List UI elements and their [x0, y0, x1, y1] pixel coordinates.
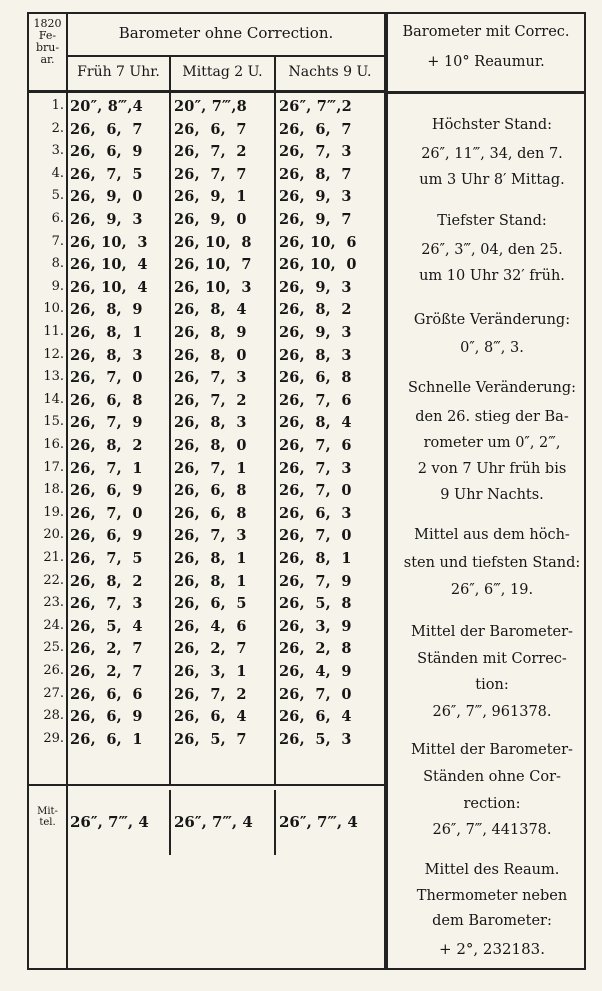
- row-day: 15.: [43, 414, 64, 430]
- column-header-nachts: Nachts 9 U.: [288, 64, 372, 80]
- row-frueh-value: 26, 8, 1: [70, 324, 143, 341]
- row-nachts-value: 26, 3, 9: [279, 617, 352, 635]
- row-nachts-value: 26, 9, 3: [279, 188, 352, 206]
- row-nachts-value: 26, 7, 3: [279, 143, 352, 161]
- mean-label: [29, 806, 66, 828]
- row-frueh-value: 26, 8, 3: [70, 346, 143, 364]
- row-nachts-value: 26, 7, 6: [279, 391, 352, 409]
- row-mittag-value: 26, 9, 0: [174, 211, 247, 228]
- column-header-frueh: Früh 7 Uhr.: [77, 64, 160, 80]
- row-mittag-value: 26, 7, 3: [174, 369, 247, 387]
- outer-border-bottom: [27, 968, 586, 970]
- column-header-mittag: Mittag 2 U.: [182, 64, 263, 80]
- right-title-line1: Barometer mit Correc.: [402, 24, 570, 40]
- row-frueh-value: 26, 6, 6: [70, 685, 143, 703]
- row-frueh-value: 26, 8, 9: [70, 301, 143, 319]
- thermometer-line2: Thermometer neben: [416, 888, 568, 904]
- row-day: 1.: [51, 98, 64, 113]
- row-day: 23.: [43, 595, 64, 611]
- row-frueh-value: 26, 9, 3: [70, 211, 143, 228]
- mittel-ohne-correction-line2: Ständen ohne Cor-: [423, 769, 561, 785]
- row-mittag-value: 26, 3, 1: [174, 663, 247, 680]
- row-mittag-value: 26, 7, 2: [174, 685, 247, 703]
- row-mittag-value: 26, 7, 2: [174, 391, 247, 409]
- row-mittag-value: 26, 10, 3: [174, 278, 252, 296]
- row-mittag-value: 26, 6, 8: [174, 482, 247, 500]
- row-frueh-value: 26, 7, 5: [70, 550, 143, 567]
- row-frueh-value: 26, 6, 9: [70, 143, 143, 161]
- mittel-ohne-correction-line1: Mittel der Barometer-: [411, 742, 573, 758]
- row-day: 21.: [43, 550, 64, 565]
- row-frueh-value: 26, 10, 3: [70, 233, 148, 251]
- schnelle-line4: 9 Uhr Nachts.: [440, 487, 544, 503]
- row-nachts-value: 26, 9, 3: [279, 278, 352, 296]
- schnelle-title: Schnelle Veränderung:: [407, 380, 577, 396]
- row-nachts-value: 26, 8, 3: [279, 346, 352, 364]
- row-frueh-value: 20″, 8‴,4: [70, 98, 143, 115]
- mittel-ohne-correction-line3: rection:: [463, 796, 521, 812]
- outer-border-top: [27, 12, 586, 14]
- mittel-hoechst-tiefst-line1: Mittel aus dem höch-: [414, 527, 570, 543]
- row-mittag-value: 26, 5, 7: [174, 730, 247, 748]
- row-day: 19.: [43, 504, 64, 520]
- mean-label-part1: Mit-: [37, 806, 58, 817]
- row-day: 25.: [43, 640, 64, 656]
- mittel-hoechst-tiefst-line2: sten und tiefsten Stand:: [403, 555, 581, 571]
- groesste-title: Größte Veränderung:: [413, 312, 571, 328]
- tiefster-line1: 26″, 3‴, 04, den 25.: [421, 242, 563, 258]
- row-day: 22.: [43, 572, 64, 588]
- mean-col-divider-nachts: [274, 790, 276, 855]
- mean-label-part2: tel.: [39, 817, 56, 828]
- row-day: 17.: [43, 459, 64, 475]
- row-mittag-value: 26, 7, 3: [174, 527, 247, 545]
- row-mittag-value: 26, 7, 2: [174, 143, 247, 161]
- row-nachts-value: 26, 8, 2: [279, 301, 352, 319]
- row-frueh-value: 26, 7, 9: [70, 414, 143, 432]
- row-frueh-value: 26, 8, 2: [70, 572, 143, 590]
- row-nachts-value: 26, 8, 4: [279, 414, 352, 432]
- month-label-year: 1820: [33, 17, 62, 30]
- row-frueh-value: 26, 2, 7: [70, 640, 143, 658]
- mean-col-divider-mittag: [169, 790, 171, 855]
- row-nachts-value: 26, 5, 8: [279, 595, 352, 613]
- thermometer-value: + 2°, 232183.: [439, 940, 545, 958]
- row-mittag-value: 26, 8, 4: [174, 301, 247, 319]
- row-nachts-value: 26, 10, 0: [279, 256, 357, 274]
- mean-frueh: 26″, 7‴, 4: [70, 813, 149, 831]
- row-frueh-value: 26, 10, 4: [70, 256, 148, 274]
- row-day: 28.: [43, 708, 64, 724]
- row-mittag-value: 26, 8, 3: [174, 414, 247, 432]
- tiefster-title: Tiefster Stand:: [437, 213, 547, 229]
- row-day: 13.: [43, 369, 64, 385]
- row-mittag-value: 26, 8, 9: [174, 324, 247, 341]
- row-nachts-value: 26, 10, 6: [279, 233, 357, 251]
- row-day: 29.: [43, 730, 64, 746]
- main-title-underline: [66, 55, 384, 57]
- row-mittag-value: 26, 6, 5: [174, 595, 247, 613]
- row-day: 7.: [51, 233, 64, 249]
- row-nachts-value: 26, 9, 3: [279, 324, 352, 341]
- row-frueh-value: 26, 2, 7: [70, 663, 143, 680]
- row-frueh-value: 26, 8, 2: [70, 437, 143, 454]
- thermometer-line1: Mittel des Reaum.: [424, 862, 560, 878]
- row-mittag-value: 26, 8, 0: [174, 437, 247, 454]
- right-header-underline: [388, 91, 584, 94]
- row-day: 8.: [51, 256, 64, 272]
- main-title: Barometer ohne Correction.: [118, 24, 334, 42]
- mittel-mit-correction-value: 26″, 7‴, 961378.: [432, 704, 552, 720]
- row-mittag-value: 26, 7, 7: [174, 165, 247, 183]
- row-nachts-value: 26, 5, 3: [279, 730, 352, 748]
- row-mittag-value: 26, 2, 7: [174, 640, 247, 658]
- row-day: 10.: [43, 301, 64, 317]
- row-nachts-value: 26″, 7‴,2: [279, 98, 352, 115]
- row-nachts-value: 26, 7, 0: [279, 685, 352, 703]
- row-day: 14.: [43, 391, 64, 407]
- row-day: 20.: [43, 527, 64, 543]
- thermometer-line3: dem Barometer:: [432, 913, 552, 929]
- row-day: 26.: [43, 663, 64, 678]
- row-frueh-value: 26, 6, 9: [70, 482, 143, 500]
- row-frueh-value: 26, 7, 0: [70, 369, 143, 387]
- row-day: 18.: [43, 482, 64, 498]
- row-frueh-value: 26, 9, 0: [70, 188, 143, 206]
- row-day: 9.: [51, 278, 64, 294]
- row-day: 6.: [51, 211, 64, 226]
- row-nachts-value: 26, 6, 8: [279, 369, 352, 387]
- col-divider-mittag: [169, 55, 171, 784]
- row-frueh-value: 26, 6, 7: [70, 120, 143, 138]
- row-frueh-value: 26, 10, 4: [70, 278, 148, 296]
- row-mittag-value: 26, 4, 6: [174, 617, 247, 635]
- row-frueh-value: 26, 6, 8: [70, 391, 143, 409]
- row-nachts-value: 26, 6, 3: [279, 504, 352, 522]
- row-frueh-value: 26, 6, 1: [70, 730, 143, 748]
- schnelle-line1: den 26. stieg der Ba-: [415, 409, 569, 425]
- row-frueh-value: 26, 6, 9: [70, 708, 143, 726]
- row-mittag-value: 26, 8, 1: [174, 572, 247, 590]
- mean-nachts: 26″, 7‴, 4: [279, 813, 358, 831]
- col-divider-nachts: [274, 55, 276, 784]
- row-frueh-value: 26, 6, 9: [70, 527, 143, 545]
- mittel-mit-correction-line3: tion:: [475, 677, 509, 693]
- row-day: 12.: [43, 346, 64, 362]
- schnelle-line3: 2 von 7 Uhr früh bis: [417, 461, 567, 477]
- right-title-line2: + 10° Reaumur.: [427, 54, 545, 70]
- row-nachts-value: 26, 7, 6: [279, 437, 352, 454]
- row-mittag-value: 26, 7, 1: [174, 459, 247, 477]
- row-mittag-value: 26, 10, 8: [174, 233, 252, 251]
- row-day: 5.: [51, 188, 64, 204]
- row-day: 2.: [51, 120, 64, 136]
- row-nachts-value: 26, 7, 9: [279, 572, 352, 590]
- row-mittag-value: 26, 6, 8: [174, 504, 247, 522]
- mittel-hoechst-tiefst-value: 26″, 6‴, 19.: [450, 582, 534, 598]
- mittel-mit-correction-line1: Mittel der Barometer-: [411, 624, 573, 640]
- row-frueh-value: 26, 7, 5: [70, 165, 143, 183]
- row-nachts-value: 26, 8, 1: [279, 550, 352, 567]
- row-day: 16.: [43, 437, 64, 452]
- mittel-mit-correction-line2: Ständen mit Correc-: [417, 651, 567, 667]
- row-mittag-value: 26, 8, 0: [174, 346, 247, 364]
- groesste-line1: 0″, 8‴, 3.: [460, 340, 524, 356]
- row-day: 27.: [43, 685, 64, 701]
- month-label-part1: Fe-: [38, 29, 57, 42]
- mean-mittag: 26″, 7‴, 4: [174, 813, 253, 831]
- row-day: 3.: [51, 143, 64, 159]
- month-label-part2: bru-: [35, 41, 60, 54]
- row-nachts-value: 26, 7, 0: [279, 527, 352, 545]
- row-nachts-value: 26, 2, 8: [279, 640, 352, 658]
- row-day: 4.: [51, 165, 64, 181]
- column-header-underline: [27, 90, 384, 93]
- mean-row-top-line: [27, 784, 384, 786]
- mittel-ohne-correction-value: 26″, 7‴, 441378.: [432, 822, 552, 838]
- row-mittag-value: 26, 8, 1: [174, 550, 247, 567]
- row-nachts-value: 26, 9, 7: [279, 211, 352, 228]
- section-divider-thick: [384, 12, 388, 970]
- row-nachts-value: 26, 4, 9: [279, 663, 352, 680]
- row-frueh-value: 26, 7, 1: [70, 459, 143, 477]
- hoechster-line1: 26″, 11‴, 34, den 7.: [421, 146, 563, 162]
- row-nachts-value: 26, 6, 4: [279, 708, 352, 726]
- schnelle-line2: rometer um 0″, 2‴,: [423, 435, 561, 451]
- row-frueh-value: 26, 5, 4: [70, 617, 143, 635]
- row-mittag-value: 26, 6, 4: [174, 708, 247, 726]
- row-frueh-value: 26, 7, 3: [70, 595, 143, 613]
- row-nachts-value: 26, 6, 7: [279, 120, 352, 138]
- row-mittag-value: 26, 9, 1: [174, 188, 247, 206]
- month-label: [29, 18, 66, 66]
- tiefster-line2: um 10 Uhr 32′ früh.: [419, 268, 565, 284]
- day-column-divider: [66, 12, 68, 970]
- row-day: 11.: [43, 324, 64, 339]
- month-label-part3: ar.: [40, 53, 55, 66]
- hoechster-title: Höchster Stand:: [431, 117, 553, 133]
- row-frueh-value: 26, 7, 0: [70, 504, 143, 522]
- row-mittag-value: 20″, 7‴,8: [174, 98, 247, 115]
- row-nachts-value: 26, 7, 0: [279, 482, 352, 500]
- row-mittag-value: 26, 6, 7: [174, 120, 247, 138]
- row-day: 24.: [43, 617, 64, 633]
- row-nachts-value: 26, 8, 7: [279, 165, 352, 183]
- row-mittag-value: 26, 10, 7: [174, 256, 252, 274]
- row-nachts-value: 26, 7, 3: [279, 459, 352, 477]
- hoechster-line2: um 3 Uhr 8′ Mittag.: [419, 172, 565, 188]
